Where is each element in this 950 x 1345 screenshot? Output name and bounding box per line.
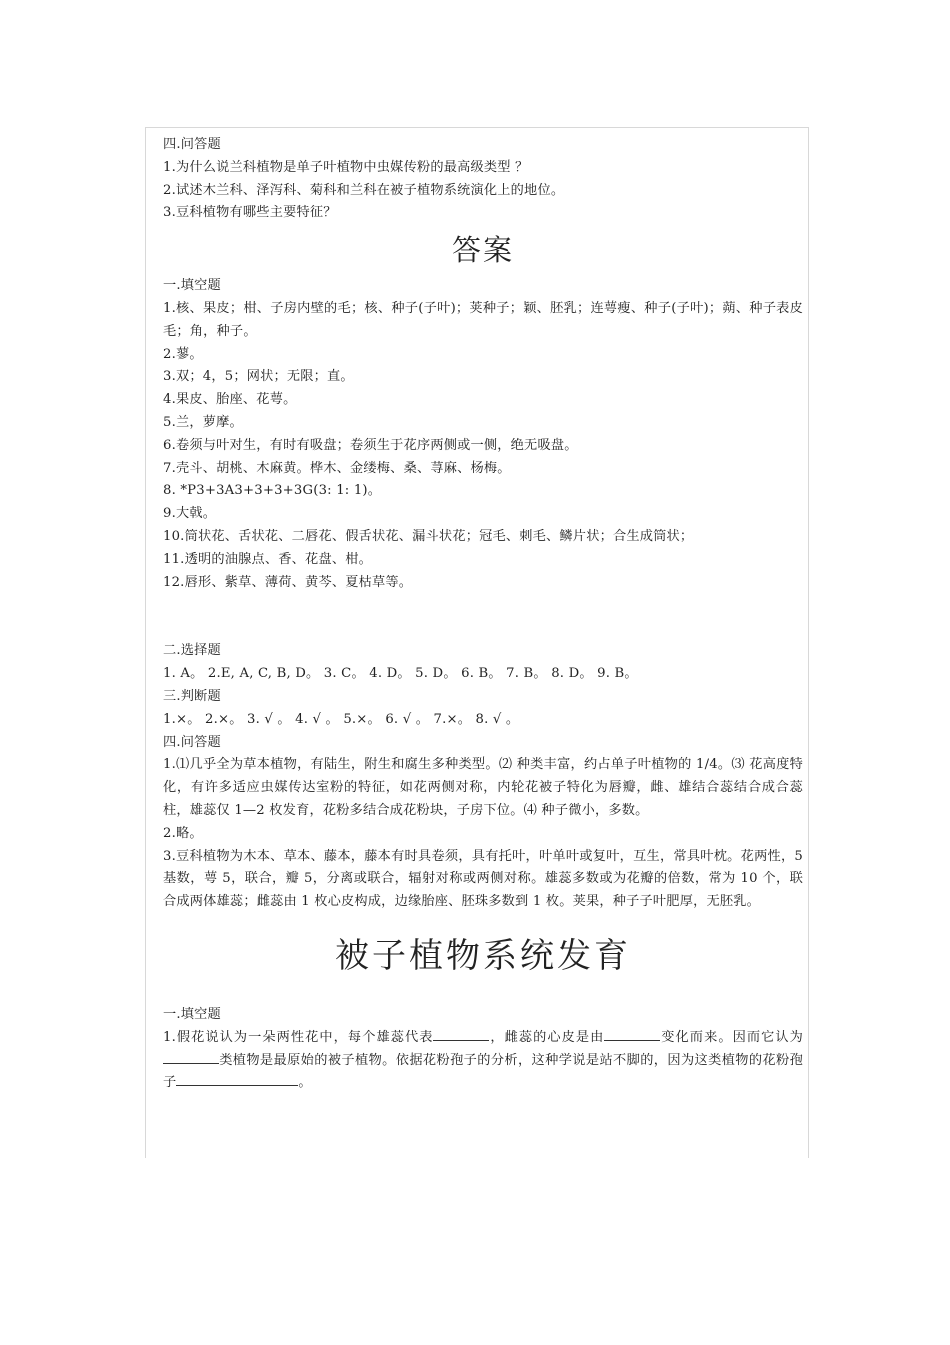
fill-answer-12: 12.唇形、紫草、薄荷、黄芩、夏枯草等。: [163, 574, 413, 590]
question-1: 1.为什么说兰科植物是单子叶植物中虫媒传粉的最高级类型 ？: [163, 159, 529, 175]
choice-heading: 二.选择题: [163, 643, 221, 659]
fill-answer-3: 3.双；4，5；网状；无限；直。: [163, 369, 354, 385]
qa-answer-1: 1.⑴几乎全为草本植物，有陆生，附生和腐生多种类型。⑵ 种类丰富，约占单子叶植物的 1/4。⑶ 花高度特化，有许多适应虫媒传达室粉的特征，如花两侧对称，内轮花被子特化为唇瓣，雌、雄结合蕊结合成合蕊柱，雄蕊仅 1—2 枚发育，花粉多结合成花粉块，子房下位。⑷ 种子微小，多数。: [163, 757, 803, 818]
qa-answer-2: 2.略。: [163, 825, 203, 841]
answer-blank-4[interactable]: [176, 1072, 298, 1086]
question-3: 3.豆科植物有哪些主要特征？: [163, 205, 337, 221]
fill-answer-8: 8. *P3+3A3+3+3+3G(3: 1: 1)。: [163, 483, 382, 499]
spacer: [163, 594, 803, 640]
qa-answer-3: 3.豆科植物为木本、草本、藤本，藤本有时具卷须，具有托叶，叶单叶或复叶，互生，常具叶枕。花两性，5 基数，萼 5，联合，瓣 5，分离或联合，辐射对称或两侧对称。雄蕊多数或为花瓣的倍数，常为 10 个，联合成两体雄蕊；雌蕊由 1 枚心皮构成，边缘胎座、胚珠多数到 1 枚。荚果，种子子叶肥厚，无胚乳。: [163, 848, 803, 910]
question-2: 2.试述木兰科、泽泻科、菊科和兰科在被子植物系统演化上的地位。: [163, 182, 565, 198]
answers-title: 答案: [451, 233, 514, 268]
q1-text-a: 1.假花说认为一朵两性花中，每个雄蕊代表: [163, 1029, 434, 1045]
q1-text-e: 。: [298, 1075, 312, 1091]
new-fill-heading: 一.填空题: [163, 1006, 221, 1022]
fill-answer-2: 2.蓼。: [163, 346, 203, 362]
q1-text-d: 类植物是最原始的被子植物。依据花粉孢子的分析，这种学说是站不脚的，因为这类植物的花粉孢子: [163, 1052, 803, 1091]
fill-answer-11: 11.透明的油腺点、香、花盘、柑。: [163, 551, 372, 567]
answer-blank-1[interactable]: [433, 1027, 489, 1041]
q1-text-c: 变化而来。因而它认为: [660, 1029, 803, 1045]
document-content: [163, 134, 803, 1095]
fill-answer-5: 5.兰，萝摩。: [163, 414, 243, 430]
fill-answer-7: 7.壳斗、胡桃、木麻黄。桦木、金缕梅、桑、荨麻、杨梅。: [163, 460, 511, 476]
choice-answers: 1. A。 2.E, A, C, B, D。 3. C。 4. D。 5. D。 6. B。 7. B。 8. D。 9. B。: [163, 666, 638, 682]
answer-blank-3[interactable]: [163, 1050, 219, 1064]
fill-answer-10: 10.筒状花、舌状花、二唇花、假舌状花、漏斗状花；冠毛、刺毛、鳞片状；合生成筒状；: [163, 528, 694, 544]
q1-text-b: ，雌蕊的心皮是由: [489, 1029, 605, 1045]
fill-answer-4: 4.果皮、胎座、花萼。: [163, 392, 297, 408]
qa-heading-top: 四.问答题: [163, 137, 221, 152]
new-fill-question-1: [163, 1027, 803, 1095]
fill-answer-1: 1.核、果皮；柑、子房内壁的毛；核、种子(子叶)；荚种子；颖、胚乳；连萼瘦、种子(子叶)；蒴、种子表皮毛；角，种子。: [163, 300, 803, 339]
judge-heading: 三.判断题: [163, 688, 221, 704]
answer-blank-2[interactable]: [604, 1027, 660, 1041]
judge-answers: 1.×。 2.×。 3. √ 。 4. √ 。 5.×。 6. √ 。 7.×。 8. √ 。: [163, 711, 520, 727]
section-title: 被子植物系统发育: [335, 935, 631, 976]
fill-answer-6: 6.卷须与叶对生，有时有吸盘；卷须生于花序两侧或一侧，绝无吸盘。: [163, 437, 578, 453]
qa-heading: 四.问答题: [163, 734, 221, 750]
fill-heading: 一.填空题: [163, 278, 221, 294]
fill-answer-9: 9.大戟。: [163, 506, 217, 522]
